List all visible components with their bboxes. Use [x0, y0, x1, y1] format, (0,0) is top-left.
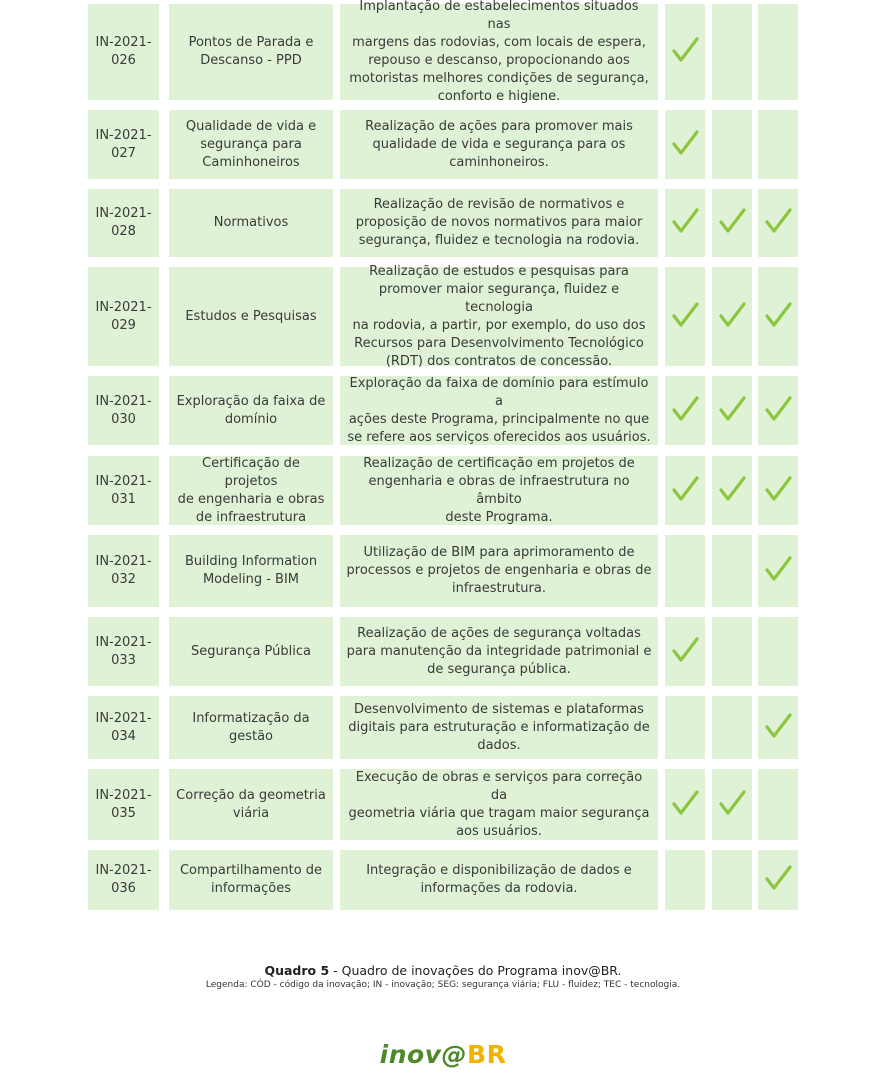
desc-text: Utilização de BIM para aprimoramento de processos e projetos de engenharia e obras de infraestrutura. [346, 545, 652, 596]
check-icon [763, 554, 793, 588]
inovbr-logo [0, 1040, 886, 1069]
cell-tec [758, 696, 798, 759]
desc-text: Exploração da faixa de domínio para estímulo a ações deste Programa, principalmente no que se refere aos serviços oferecidos aos usuários. [347, 375, 651, 445]
desc-text: Execução de obras e serviços para correção da geometria viária que tragam maior segurança aos usuários. [348, 769, 650, 839]
desc-text: Realização de revisão de normativos e proposição de novos normativos para maior segurança, fluidez e tecnologia na rodovia. [355, 197, 643, 248]
check-icon [763, 300, 793, 334]
name-text: Compartilhamento de informações [179, 863, 323, 896]
name-text: Certificação de projetos de engenharia e obras de infraestrutura [177, 455, 325, 525]
cell-name [169, 376, 333, 445]
name-text: Normativos [213, 215, 289, 230]
check-icon [717, 474, 747, 508]
cell-desc [340, 850, 658, 910]
desc-text: Integração e disponibilização de dados e informações da rodovia. [366, 863, 632, 896]
check-icon [763, 711, 793, 745]
code-text: IN-2021- 028 [95, 206, 152, 239]
check-icon [670, 206, 700, 240]
cell-flu [712, 189, 752, 257]
name-text: Estudos e Pesquisas [185, 308, 317, 324]
cell-desc [340, 696, 658, 759]
check-icon [670, 394, 700, 428]
name-text: Correção da geometria viária [176, 787, 326, 821]
check-icon [670, 35, 700, 69]
cell-tec [758, 267, 798, 366]
cell-code [88, 376, 159, 445]
name-text: Segurança Pública [191, 643, 311, 659]
cell-flu [712, 376, 752, 445]
name-text: Pontos de Parada e Descanso - PPD [188, 35, 314, 68]
check-icon [763, 863, 793, 897]
cell-name [169, 4, 333, 100]
cell-seg [665, 110, 705, 179]
cell-tec [758, 110, 798, 179]
cell-code [88, 617, 159, 686]
code-text: IN-2021- 033 [95, 634, 152, 668]
desc-text: Realização de estudos e pesquisas para promover maior segurança, fluidez e tecnologia na rodovia, a partir, por exemplo, do uso dos Recursos para Desenvolvimento Tecnológico (RDT) dos contratos de concessão. [352, 263, 646, 369]
cell-desc [340, 617, 658, 686]
cell-flu [712, 110, 752, 179]
cell-flu [712, 267, 752, 366]
code-text: IN-2021- 034 [95, 710, 152, 744]
code-text: IN-2021- 031 [95, 473, 152, 507]
cell-code [88, 456, 159, 525]
check-icon [670, 635, 700, 669]
cell-seg [665, 535, 705, 607]
cell-flu [712, 535, 752, 607]
cell-flu [712, 4, 752, 100]
name-text: Qualidade de vida e segurança para Caminhoneiros [185, 118, 317, 170]
logo-part-inov: inov@ [379, 1040, 468, 1069]
cell-desc [340, 263, 658, 369]
check-icon [763, 206, 793, 240]
cell-code [88, 267, 159, 366]
cell-tec [758, 617, 798, 686]
table-caption [0, 963, 886, 978]
cell-name [169, 696, 333, 759]
name-text: Exploração da faixa de domínio [176, 393, 326, 427]
cell-code [88, 769, 159, 840]
check-icon [670, 788, 700, 822]
cell-flu [712, 769, 752, 840]
cell-tec [758, 4, 798, 100]
cell-tec [758, 376, 798, 445]
caption-text: - Quadro de inovações do Programa inov@BR. [329, 963, 622, 978]
cell-seg [665, 189, 705, 257]
cell-seg [665, 376, 705, 445]
cell-seg [665, 456, 705, 525]
cell-seg [665, 850, 705, 910]
cell-name [169, 110, 333, 179]
check-icon [717, 788, 747, 822]
cell-name [169, 850, 333, 910]
cell-name [169, 456, 333, 525]
cell-name [169, 769, 333, 840]
cell-desc [340, 535, 658, 607]
caption-label: Quadro 5 [264, 963, 330, 978]
check-icon [670, 474, 700, 508]
code-text: IN-2021- 036 [95, 863, 152, 896]
check-icon [670, 300, 700, 334]
check-icon [717, 394, 747, 428]
desc-text: Implantação de estabelecimentos situados nas margens das rodovias, com locais de espera, repouso e descanso, propocionando aos motoristas melhores condições de segurança, conforto e higiene. [349, 0, 649, 104]
code-text: IN-2021- 026 [95, 35, 152, 68]
cell-desc [340, 110, 658, 179]
code-text: IN-2021- 027 [95, 127, 152, 161]
desc-text: Realização de ações de segurança voltadas para manutenção da integridade patrimonial e de segurança pública. [346, 625, 652, 677]
cell-flu [712, 456, 752, 525]
cell-desc [340, 456, 658, 525]
check-icon [670, 128, 700, 162]
code-text: IN-2021- 030 [95, 393, 152, 427]
code-text: IN-2021- 035 [95, 787, 152, 821]
table-legend: Legenda: CÓD - código da inovação; IN - inovação; SEG: segurança viária; FLU - fluidez; TEC - tecnologia. [205, 980, 681, 990]
cell-code [88, 696, 159, 759]
logo-part-br: BR [467, 1040, 507, 1069]
cell-tec [758, 189, 798, 257]
cell-name [169, 189, 333, 257]
cell-flu [712, 850, 752, 910]
check-icon [763, 394, 793, 428]
cell-name [169, 617, 333, 686]
cell-seg [665, 4, 705, 100]
check-icon [717, 300, 747, 334]
cell-seg [665, 617, 705, 686]
cell-code [88, 110, 159, 179]
cell-flu [712, 696, 752, 759]
cell-code [88, 850, 159, 910]
cell-desc [340, 0, 658, 104]
cell-desc [340, 376, 658, 445]
desc-text: Realização de certificação em projetos de engenharia e obras de infraestrutura no âmbito deste Programa. [363, 455, 635, 525]
cell-seg [665, 769, 705, 840]
name-text: Building Information Modeling - BIM [184, 554, 318, 587]
cell-tec [758, 456, 798, 525]
cell-name [169, 267, 333, 366]
cell-desc [340, 769, 658, 840]
check-icon [717, 206, 747, 240]
cell-seg [665, 696, 705, 759]
desc-text: Realização de ações para promover mais qualidade de vida e segurança para os caminhoneiros. [365, 118, 633, 170]
code-text: IN-2021- 029 [95, 299, 152, 333]
desc-text: Desenvolvimento de sistemas e plataformas digitais para estruturação e informatização de dados. [348, 701, 650, 753]
name-text: Informatização da gestão [192, 710, 310, 744]
cell-desc [340, 189, 658, 257]
cell-tec [758, 769, 798, 840]
cell-flu [712, 617, 752, 686]
check-icon [763, 474, 793, 508]
cell-code [88, 4, 159, 100]
cell-tec [758, 535, 798, 607]
cell-code [88, 189, 159, 257]
cell-seg [665, 267, 705, 366]
cell-code [88, 535, 159, 607]
code-text: IN-2021- 032 [95, 554, 152, 587]
cell-name [169, 535, 333, 607]
cell-tec [758, 850, 798, 910]
